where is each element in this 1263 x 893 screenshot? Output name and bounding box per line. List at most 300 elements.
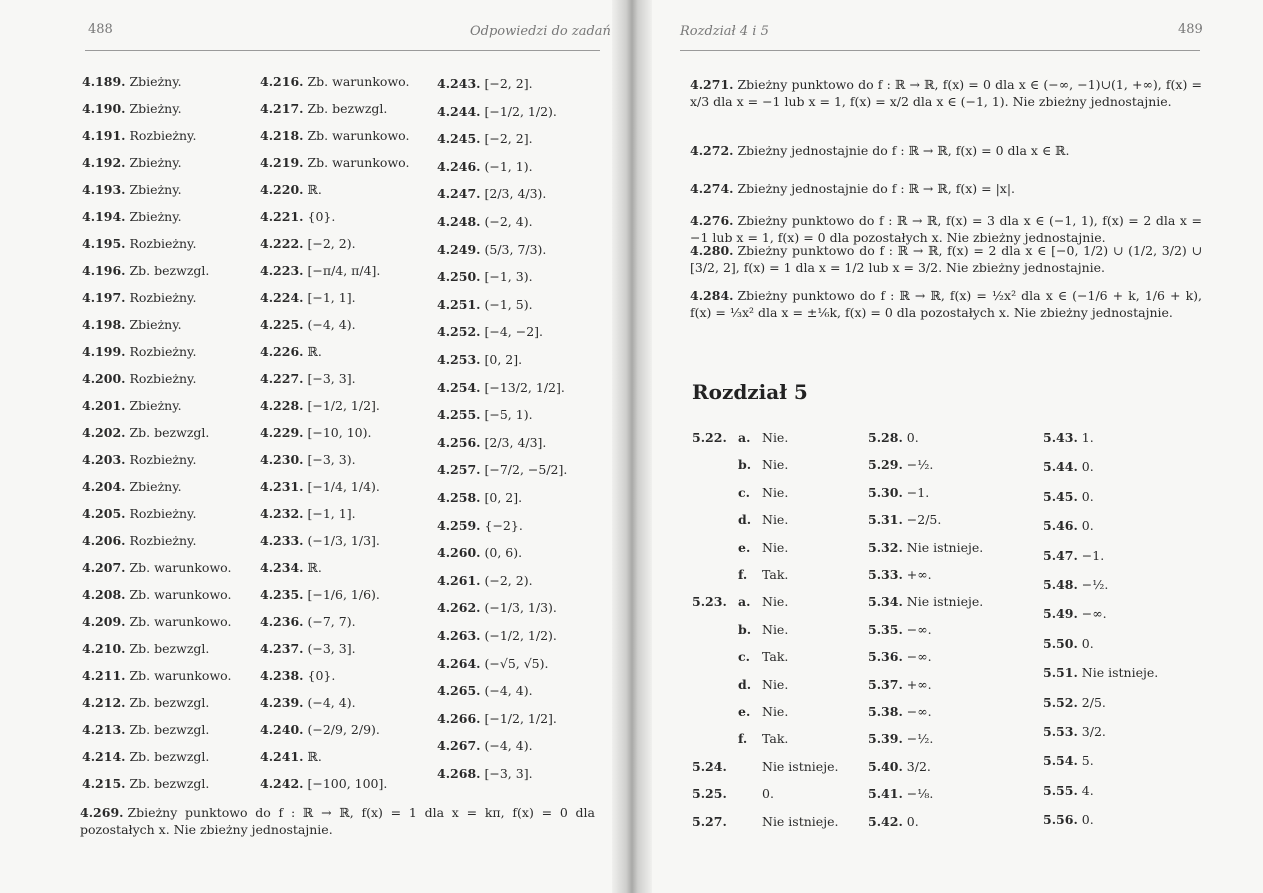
answer-number: 5.32. xyxy=(868,539,903,555)
answer-number: 4.236. xyxy=(260,614,304,629)
answer-entry xyxy=(437,518,523,534)
answer-number: 4.260. xyxy=(437,545,481,561)
answer-text: [−1/6, 1/6). xyxy=(307,587,380,602)
answer-text: [−3, 3]. xyxy=(307,371,356,386)
answer-number: 4.261. xyxy=(437,572,481,588)
answer-entry xyxy=(260,317,356,333)
answer-entry xyxy=(1043,695,1106,711)
answer-text: [−2, 2]. xyxy=(484,76,533,91)
answer-text: Rozbieżny. xyxy=(129,452,197,467)
answer-text: 0. xyxy=(1081,488,1094,504)
answer-text: Rozbieżny. xyxy=(129,236,197,251)
right-header-rule xyxy=(680,50,1200,51)
answer-number: 5.25. xyxy=(692,786,727,802)
answer-number: 5.31. xyxy=(868,512,903,528)
answer-text: {0}. xyxy=(307,209,336,224)
answer-number: 4.224. xyxy=(260,290,304,305)
answer-entry xyxy=(1043,636,1094,652)
answer-number: 4.271. xyxy=(690,77,734,92)
answer-text: Nie istnieje. xyxy=(906,594,984,610)
left-page-number: 488 xyxy=(88,22,113,37)
left-header-rule xyxy=(85,50,600,51)
answer-sublabel: d. xyxy=(738,676,752,692)
answer-number: 4.254. xyxy=(437,379,481,395)
answer-entry xyxy=(82,317,182,333)
answer-number: 5.38. xyxy=(868,704,903,719)
answer-text: Zbieżny punktowo do f : ℝ → ℝ, f(x) = 2 dla x ∈ [−0, 1/2) ∪ (1/2, 3/2) ∪ [3/2, 2], f(x) = 1 dla x = 1/2 lub x = 3/2. Nie zbieżny jednostajnie. xyxy=(690,243,1202,275)
answer-text: (−1/2, 1/2). xyxy=(484,628,557,643)
answer-number: 4.193. xyxy=(82,182,126,197)
answer-text: [0, 2]. xyxy=(484,352,523,367)
answer-entry xyxy=(437,462,567,478)
answer-4-269 xyxy=(80,804,595,838)
answer-text: [−1/2, 1/2). xyxy=(484,103,557,119)
answer-number: 4.211. xyxy=(82,668,126,683)
answer-text: 0. xyxy=(762,786,774,802)
answer-text: (−1/3, 1/3]. xyxy=(307,533,380,548)
answer-entry xyxy=(692,731,788,747)
answer-number: 4.206. xyxy=(82,533,126,548)
answer-entry xyxy=(82,641,209,657)
answer-entry xyxy=(82,398,182,414)
answer-entry xyxy=(437,380,565,396)
answer-entry xyxy=(437,766,533,782)
answer-entry xyxy=(437,324,543,340)
answer-entry xyxy=(260,155,409,171)
answer-text: Zb. warunkowo. xyxy=(129,587,232,602)
answer-text: Zb. bezwzgl. xyxy=(129,641,210,656)
answer-sublabel: a. xyxy=(738,430,751,445)
answer-number: 4.190. xyxy=(82,101,126,116)
answer-sublabel: d. xyxy=(738,512,752,528)
answer-text: Rozbieżny. xyxy=(129,290,197,305)
answer-number: 4.233. xyxy=(260,533,304,548)
answer-number: 4.263. xyxy=(437,628,481,643)
answer-entry xyxy=(868,540,983,556)
answer-entry xyxy=(82,155,182,171)
answer-number: 4.197. xyxy=(82,290,126,305)
answer-entry xyxy=(868,814,919,830)
answer-entry xyxy=(868,622,932,638)
answer-number: 4.220. xyxy=(260,182,304,197)
answer-text: Zbieżny. xyxy=(129,479,182,494)
answer-entry xyxy=(82,479,182,495)
answer-entry xyxy=(82,209,182,225)
answer-number: 5.36. xyxy=(868,649,903,665)
answer-number: 5.33. xyxy=(868,567,903,582)
answer-entry xyxy=(82,128,196,144)
answer-number: 4.248. xyxy=(437,214,481,229)
answer-number: 4.207. xyxy=(82,560,126,575)
answer-entry xyxy=(868,430,919,446)
answer-number: 4.245. xyxy=(437,131,481,147)
answer-number: 4.266. xyxy=(437,710,481,726)
answer-number: 4.234. xyxy=(260,560,304,575)
answer-text: 0. xyxy=(1081,635,1094,651)
answer-text: Zbieżny. xyxy=(129,398,182,413)
chapter-title: Rozdział 5 xyxy=(692,380,808,404)
answer-paragraph xyxy=(690,142,1202,159)
answer-text: 3/2. xyxy=(906,758,931,774)
answer-number: 5.41. xyxy=(868,786,903,802)
answer-entry xyxy=(82,101,182,117)
answer-number: 4.215. xyxy=(82,776,126,791)
answer-text: Zb. warunkowo. xyxy=(307,155,410,170)
answer-entry xyxy=(692,704,788,720)
answer-text: (−2, 2). xyxy=(484,572,533,588)
answer-text: (−4, 4). xyxy=(307,317,356,332)
answer-number: 4.225. xyxy=(260,317,304,332)
answer-number: 4.205. xyxy=(82,506,126,521)
answer-text: Zbieżny jednostajnie do f : ℝ → ℝ, f(x) = |x|. xyxy=(737,181,1016,196)
answer-entry xyxy=(260,182,322,198)
answer-number: 4.231. xyxy=(260,479,304,494)
answer-text: (0, 6). xyxy=(484,545,523,561)
answer-entry xyxy=(82,506,196,522)
answer-entry xyxy=(260,371,356,387)
answer-text: [2/3, 4/3]. xyxy=(484,434,547,450)
answer-number: 4.256. xyxy=(437,434,481,450)
answer-number: 4.204. xyxy=(82,479,126,494)
answer-number: 4.268. xyxy=(437,766,481,781)
answer-entry xyxy=(260,749,322,765)
answer-number: 5.22. xyxy=(692,430,727,445)
answer-text: Nie. xyxy=(762,539,789,555)
answer-text: −1. xyxy=(1081,547,1105,563)
answer-text: [−13/2, 1/2]. xyxy=(484,379,565,395)
answer-text: Rozbieżny. xyxy=(129,506,197,521)
answer-entry xyxy=(260,533,380,549)
answer-text: +∞. xyxy=(906,676,932,692)
answer-number: 4.216. xyxy=(260,74,304,89)
answer-text: (−4, 4). xyxy=(484,738,533,754)
answer-entry xyxy=(82,749,209,765)
answer-entry xyxy=(1043,459,1094,475)
answer-text: Zbieżny jednostajnie do f : ℝ → ℝ, f(x) = 0 dla x ∈ ℝ. xyxy=(737,143,1070,158)
answer-text: 0. xyxy=(1081,518,1094,534)
answer-entry xyxy=(82,614,231,630)
answer-text: 0. xyxy=(906,813,919,829)
answer-text: −∞. xyxy=(906,704,932,719)
answer-entry xyxy=(1043,724,1106,740)
answer-text: ℝ. xyxy=(307,749,322,764)
answer-entry xyxy=(260,398,380,414)
answer-number: 4.221. xyxy=(260,209,304,224)
answer-number: 4.203. xyxy=(82,452,126,467)
answer-number: 5.29. xyxy=(868,457,903,473)
answer-number: 4.191. xyxy=(82,128,126,143)
answer-entry xyxy=(437,545,522,561)
book-gutter xyxy=(612,0,652,893)
answer-entry xyxy=(82,452,196,468)
answer-number: 4.209. xyxy=(82,614,126,629)
answer-number: 5.24. xyxy=(692,758,727,774)
answer-entry xyxy=(260,128,409,144)
answer-entry xyxy=(82,236,196,252)
answer-entry xyxy=(82,425,209,441)
answer-number: 5.44. xyxy=(1043,459,1078,475)
answer-entry xyxy=(260,560,322,576)
answer-text: [−4, −2]. xyxy=(484,324,544,340)
answer-entry xyxy=(1043,665,1158,681)
answer-number: 4.265. xyxy=(437,683,481,699)
answer-entry xyxy=(437,131,533,147)
answer-number: 4.274. xyxy=(690,181,734,196)
answer-text: Zb. warunkowo. xyxy=(129,668,232,683)
answer-text: Zbieżny. xyxy=(129,209,182,224)
answer-text: Nie. xyxy=(762,457,789,473)
answer-number: 4.223. xyxy=(260,263,304,278)
answer-number: 4.251. xyxy=(437,296,481,312)
answer-text: (−1, 1). xyxy=(484,158,533,174)
answer-entry xyxy=(82,695,209,711)
answer-entry xyxy=(1043,606,1107,622)
answer-entry xyxy=(82,776,209,792)
answer-text: [2/3, 4/3). xyxy=(484,186,547,202)
answer-text: Zb. bezwzgl. xyxy=(129,263,210,278)
answer-text: Zb. warunkowo. xyxy=(307,74,410,89)
answer-text: 4. xyxy=(1081,782,1094,798)
answer-entry xyxy=(82,182,182,198)
answer-text: Zbieżny. xyxy=(129,317,182,332)
answer-entry xyxy=(692,622,788,638)
answer-text: −2/5. xyxy=(906,512,942,528)
answer-text: 1. xyxy=(1081,430,1094,445)
answer-text: (−3, 3]. xyxy=(307,641,356,656)
answer-entry xyxy=(437,159,533,175)
answer-text: Nie. xyxy=(762,484,789,500)
answer-number: 5.45. xyxy=(1043,488,1078,504)
answer-entry xyxy=(868,731,933,747)
answer-number: 4.253. xyxy=(437,352,481,367)
answer-text: [−π/4, π/4]. xyxy=(307,263,381,278)
answer-number: 4.199. xyxy=(82,344,126,359)
answer-number: 4.244. xyxy=(437,103,481,119)
answer-entry xyxy=(437,76,533,92)
answer-entry xyxy=(437,104,557,120)
answer-entry xyxy=(437,269,533,285)
answer-sublabel: e. xyxy=(738,704,751,719)
answer-text: (−√5, √5). xyxy=(484,655,549,671)
answer-number: 5.47. xyxy=(1043,547,1078,563)
answer-entry xyxy=(692,485,788,501)
answer-sublabel: b. xyxy=(738,457,752,473)
answer-entry xyxy=(260,425,371,441)
answer-number: 4.259. xyxy=(437,517,481,533)
answer-number: 4.226. xyxy=(260,344,304,359)
answer-number: 4.249. xyxy=(437,241,481,257)
answer-entry xyxy=(437,435,546,451)
answer-text: [−1, 1]. xyxy=(307,506,356,521)
answer-number: 4.247. xyxy=(437,186,481,202)
answer-text: −∞. xyxy=(906,649,932,665)
answer-text: 3/2. xyxy=(1081,724,1106,739)
answer-entry xyxy=(82,668,231,684)
right-running-head: Rozdział 4 i 5 xyxy=(680,24,769,39)
answer-text: Zb. bezwzgl. xyxy=(307,101,388,116)
answer-number: 4.239. xyxy=(260,695,304,710)
answer-entry xyxy=(260,209,335,225)
answer-entry xyxy=(82,344,196,360)
answer-number: 5.56. xyxy=(1043,812,1078,828)
answer-number: 4.240. xyxy=(260,722,304,737)
answer-text: [−3, 3]. xyxy=(484,766,533,781)
answer-text: 0. xyxy=(1081,812,1094,828)
answer-entry xyxy=(82,74,182,90)
answer-number: 4.201. xyxy=(82,398,126,413)
answer-number: 5.52. xyxy=(1043,694,1078,710)
answer-entry xyxy=(868,704,932,720)
answer-entry xyxy=(692,786,774,802)
answer-number: 4.210. xyxy=(82,641,126,656)
answer-number: 5.54. xyxy=(1043,753,1078,769)
answer-number: 4.262. xyxy=(437,600,481,616)
answer-text: Zbieżny punktowo do f : ℝ → ℝ, f(x) = 1 dla x = kπ, f(x) = 0 dla pozostałych x. Nie zbieżny jednostajnie. xyxy=(80,805,595,837)
answer-entry xyxy=(692,649,788,665)
answer-entry xyxy=(692,540,788,556)
answer-paragraph xyxy=(690,76,1202,110)
answer-text: Tak. xyxy=(762,567,789,582)
answer-text: −⅛. xyxy=(906,786,934,802)
answer-text: Nie. xyxy=(762,704,789,719)
answer-text: [−3, 3). xyxy=(307,452,356,467)
answer-text: [−1/2, 1/2]. xyxy=(307,398,380,413)
answer-paragraph xyxy=(690,212,1202,246)
answer-number: 4.218. xyxy=(260,128,304,143)
answer-entry xyxy=(1043,518,1094,534)
answer-number: 4.200. xyxy=(82,371,126,386)
answer-number: 5.51. xyxy=(1043,665,1078,681)
answer-text: Nie. xyxy=(762,621,789,637)
answer-text: −∞. xyxy=(906,621,932,637)
answer-text: (−4, 4). xyxy=(484,683,533,699)
answer-text: Zb. bezwzgl. xyxy=(129,695,210,710)
answer-entry xyxy=(82,587,231,603)
answer-text: Zbieżny. xyxy=(129,101,182,116)
answer-entry xyxy=(868,759,931,775)
answer-sublabel: f. xyxy=(738,567,748,582)
answer-entry xyxy=(82,533,196,549)
answer-entry xyxy=(437,573,533,589)
answer-text: 0. xyxy=(906,430,919,445)
answer-number: 5.48. xyxy=(1043,577,1078,592)
answer-text: [−100, 100]. xyxy=(307,776,388,791)
answer-number: 4.264. xyxy=(437,655,481,671)
answer-number: 5.39. xyxy=(868,731,903,747)
answer-number: 4.196. xyxy=(82,263,126,278)
answer-text: [0, 2]. xyxy=(484,490,523,505)
answer-text: −½. xyxy=(906,457,934,473)
answer-sublabel: e. xyxy=(738,539,751,555)
answer-entry xyxy=(1043,548,1104,564)
answer-text: Rozbieżny. xyxy=(129,533,197,548)
answer-text: [−10, 10). xyxy=(307,425,372,440)
answer-text: Zbieżny punktowo do f : ℝ → ℝ, f(x) = 0 dla x ∈ (−∞, −1)∪(1, +∞), f(x) = x/3 dla x = −1 lub x = 1, f(x) = x/2 dla x ∈ (−1, 1). Nie zbieżny jednostajnie. xyxy=(690,77,1202,109)
answer-text: Zb. bezwzgl. xyxy=(129,749,210,764)
answer-number: 4.257. xyxy=(437,462,481,478)
left-running-head: Odpowiedzi do zadań xyxy=(470,24,611,39)
answer-text: −½. xyxy=(906,731,934,747)
answer-entry xyxy=(82,290,196,306)
answer-text: Zb. warunkowo. xyxy=(129,614,232,629)
answer-entry xyxy=(437,352,522,368)
answer-entry xyxy=(868,786,933,802)
answer-entry xyxy=(692,430,788,446)
answer-text: −½. xyxy=(1081,577,1109,592)
answer-number: 4.267. xyxy=(437,738,481,754)
answer-entry xyxy=(868,485,929,501)
answer-sublabel: b. xyxy=(738,621,752,637)
answer-entry xyxy=(260,722,380,738)
answer-text: (−7, 7). xyxy=(307,614,356,629)
answer-entry xyxy=(868,677,932,693)
answer-text: Zbieżny. xyxy=(129,155,182,170)
answer-number: 4.238. xyxy=(260,668,304,683)
answer-number: 4.235. xyxy=(260,587,304,602)
answer-entry xyxy=(82,560,231,576)
answer-entry xyxy=(868,512,941,528)
answer-text: 0. xyxy=(1081,459,1094,475)
answer-number: 4.198. xyxy=(82,317,126,332)
answer-number: 4.272. xyxy=(690,143,734,158)
answer-entry xyxy=(1043,430,1094,446)
answer-text: Zb. warunkowo. xyxy=(129,560,232,575)
answer-text: −∞. xyxy=(1081,606,1107,622)
answer-number: 4.230. xyxy=(260,452,304,467)
answer-text: {0}. xyxy=(307,668,336,683)
answer-number: 5.30. xyxy=(868,484,903,500)
answer-text: Zb. bezwzgl. xyxy=(129,776,210,791)
answer-text: Tak. xyxy=(762,649,789,665)
answer-number: 5.34. xyxy=(868,594,903,610)
answer-text: (−1, 5). xyxy=(484,296,533,312)
answer-number: 4.258. xyxy=(437,490,481,505)
answer-entry xyxy=(260,236,356,252)
answer-number: 5.46. xyxy=(1043,518,1078,534)
answer-entry xyxy=(692,814,838,830)
answer-text: −1. xyxy=(906,484,930,500)
answer-text: [−7/2, −5/2]. xyxy=(484,462,568,478)
answer-entry xyxy=(260,695,356,711)
answer-number: 4.241. xyxy=(260,749,304,764)
answer-entry xyxy=(1043,577,1108,593)
answer-entry xyxy=(1043,489,1094,505)
answer-number: 4.189. xyxy=(82,74,126,89)
answer-entry xyxy=(260,668,335,684)
answer-number: 4.276. xyxy=(690,213,734,228)
answer-entry xyxy=(260,101,387,117)
answer-entry xyxy=(437,738,533,754)
answer-text: Zbieżny. xyxy=(129,182,182,197)
answer-text: [−2, 2). xyxy=(307,236,356,251)
answer-number: 5.50. xyxy=(1043,635,1078,651)
answer-number: 5.53. xyxy=(1043,724,1078,739)
answer-text: Tak. xyxy=(762,731,789,747)
answer-text: ℝ. xyxy=(307,344,322,359)
answer-number: 4.255. xyxy=(437,407,481,423)
answer-number: 4.269. xyxy=(80,805,124,820)
answer-entry xyxy=(1043,812,1094,828)
answer-entry xyxy=(868,457,933,473)
answer-entry xyxy=(82,371,196,387)
answer-text: [−2, 2]. xyxy=(484,131,533,147)
answer-sublabel: a. xyxy=(738,594,751,610)
answer-entry xyxy=(260,776,387,792)
answer-number: 4.252. xyxy=(437,324,481,340)
answer-text: [−5, 1). xyxy=(484,407,533,423)
answer-number: 4.212. xyxy=(82,695,126,710)
answer-entry xyxy=(260,506,356,522)
